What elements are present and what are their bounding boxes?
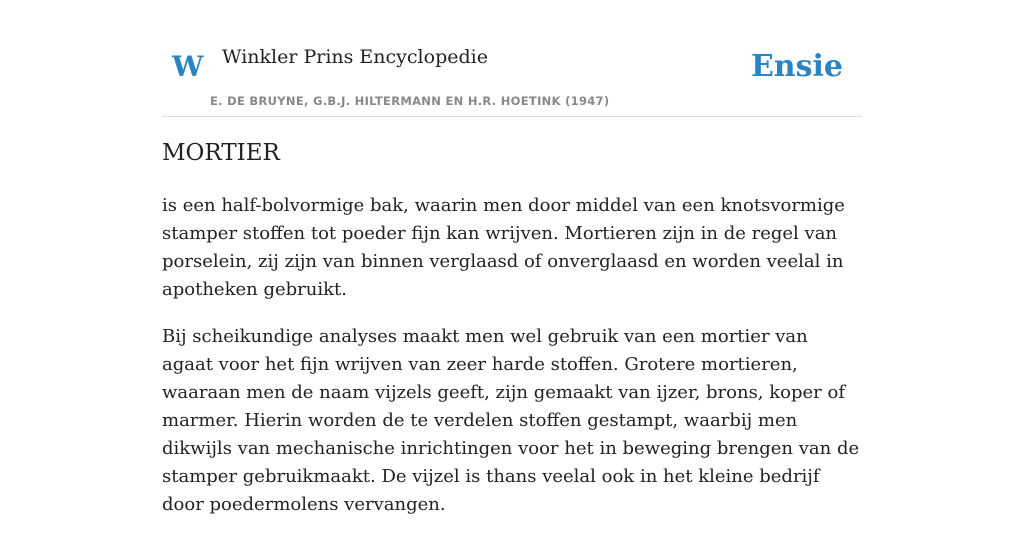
encyclopedia-logo[interactable]: W: [172, 50, 204, 83]
brand-logo[interactable]: Ensie: [750, 49, 843, 84]
page-container: [162, 0, 862, 515]
article-paragraph: is een half-bolvormige bak, waarin men door middel van een knotsvormige stamper stoffen tot poeder fijn kan wrijven. Mortieren zijn in de regel van porselein, zij zijn van binnen verglaasd of onverglaasd en worden veelal in apotheken gebruikt.: [162, 195, 845, 300]
book-title[interactable]: Winkler Prins Encyclopedie: [222, 46, 488, 68]
article-body: [162, 192, 862, 538]
header: [162, 0, 862, 117]
article-title: MORTIER: [162, 140, 280, 166]
article-paragraph: Bij scheikundige analyses maakt men wel gebruik van een mortier van agaat voor het fijn wrijven van zeer harde stoffen. Grotere mortieren, waaraan men de naam vijzels geeft, zijn gemaakt van ijzer, brons, koper of marmer. Hierin worden de te verdelen stoffen gestampt, waarbij men dikwijls van mechanische inrichtingen voor het in beweging brengen van de stamper gebruikmaakt. De vijzel is thans veelal ook in het kleine bedrijf door poedermolens vervangen.: [162, 326, 860, 515]
book-authors: E. DE BRUYNE, G.B.J. HILTERMANN EN H.R. HOETINK (1947): [210, 94, 610, 108]
